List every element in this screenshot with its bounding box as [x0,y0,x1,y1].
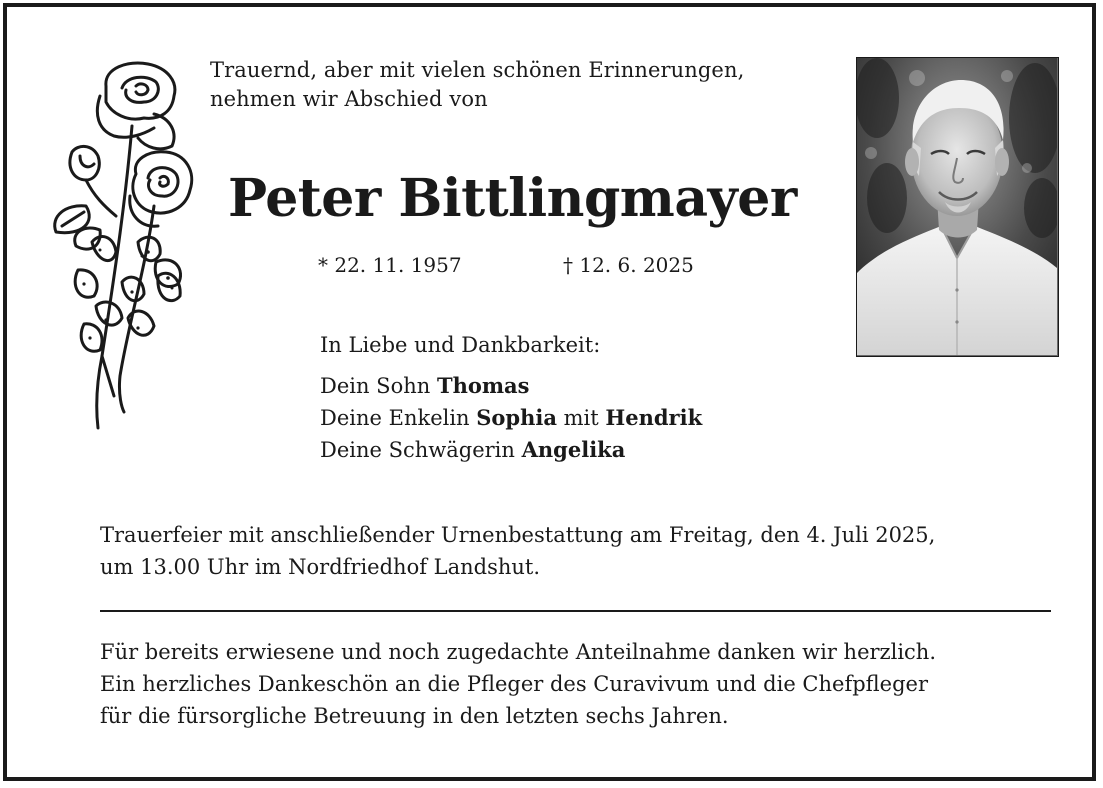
ceremony-info [100,519,1060,583]
roses-icon [36,56,196,436]
mourner-name: Sophia [476,405,557,430]
mourner-relation: Deine Schwägerin [320,438,522,462]
mourners-label: In Liebe und Dankbarkeit: [320,333,601,357]
closing-line-1: Für bereits erwiesene und noch zugedachte Anteilnahme danken wir herzlich. [100,640,936,664]
mourner-name-partner: Hendrik [605,405,703,430]
mourner-relation: Dein Sohn [320,374,437,398]
death-date: † 12. 6. 2025 [563,253,694,277]
deceased-name: Peter Bittlingmayer [228,168,797,229]
ceremony-line-1: Trauerfeier mit anschließender Urnenbestattung am Freitag, den 4. Juli 2025, [100,523,936,547]
mourner-name: Angelika [521,437,626,462]
intro-text [210,56,744,114]
intro-line-1: Trauernd, aber mit vielen schönen Erinnerungen, [210,58,745,82]
closing-text [100,636,1065,732]
portrait-illustration [857,58,1057,355]
birth-date: * 22. 11. 1957 [318,253,462,277]
mourner-row-granddaughter [320,402,702,434]
mourner-connector: mit [556,406,606,430]
intro-line-2: nehmen wir Abschied von [210,87,488,111]
mourner-name: Thomas [436,373,530,398]
closing-line-3: für die fürsorgliche Betreuung in den letzten sechs Jahren. [100,704,729,728]
ceremony-line-2: um 13.00 Uhr im Nordfriedhof Landshut. [100,555,541,579]
mourners-list [320,370,702,466]
mourner-row-son [320,370,702,402]
closing-line-2: Ein herzliches Dankeschön an die Pfleger des Curavivum und die Chefpfleger [100,672,929,696]
divider-line [100,610,1051,612]
mourner-row-sister-in-law [320,434,702,466]
mourner-relation: Deine Enkelin [320,406,477,430]
portrait-photo [856,57,1059,357]
